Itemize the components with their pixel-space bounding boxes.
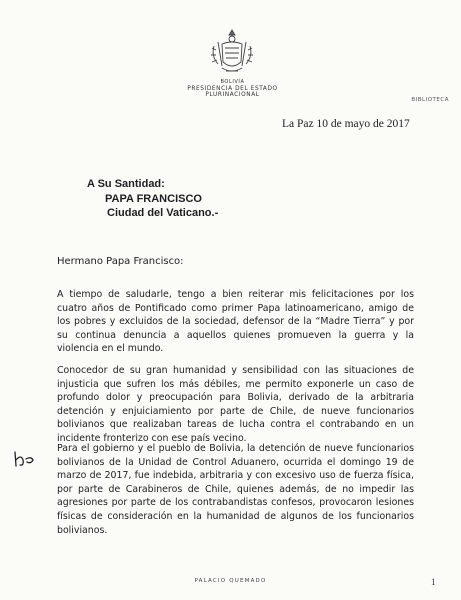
page-number: 1 — [431, 577, 436, 587]
recipient-line-1: A Su Santidad: — [87, 178, 165, 190]
paragraph-1: A tiempo de saludarle, tengo a bien reiterar mis felicitaciones por los cuatro años de Pontificado como primer Papa latinoamericano, amigo de los pobres y excluidos de la sociedad, defensor de la “Madre Tierra” y por su continua denuncia a aquellos quienes promueven la guerra y la violencia en el mundo. — [57, 289, 414, 355]
bolivia-coat-of-arms-icon — [208, 26, 256, 78]
footer-location: PALACIO QUEMADO — [194, 578, 267, 584]
recipient-line-2: PAPA FRANCISCO — [105, 193, 202, 205]
recipient-line-3: Ciudad del Vaticano.- — [107, 207, 219, 219]
office-name: PRESIDENCIA DEL ESTADO PLURINACIONAL — [187, 86, 278, 98]
reference-stamp: BIBLIOTECA — [411, 97, 449, 103]
paragraph-2: Conocedor de su gran humanidad y sensibilidad con las situaciones de injusticia que sufren los más débiles, me permito exponerle un caso de profundo dolor y preocupación para Bolivia, derivado de la arbitraria detención y enjuiciamiento por parte de Chile, de nueve funcionarios bolivianos que realizaban tareas de lucha contra el contrabando en un incidente fronterizo con ese país vecino. — [57, 365, 414, 444]
handwritten-initial-mark — [11, 448, 39, 470]
country-name: BOLIVIA — [220, 79, 245, 85]
salutation: Hermano Papa Francisco: — [57, 256, 184, 267]
letter-date: La Paz 10 de mayo de 2017 — [282, 118, 410, 130]
paragraph-3: Para el gobierno y el pueblo de Bolivia, la detención de nueve funcionarios bolivianos de la Unidad de Control Aduanero, ocurrida el domingo 19 de marzo de 2017, fue indebida, arbitraria y con excesivo uso de fuerza física, por parte de Carabineros de Chile, quienes además, de no impedir las agresiones por parte de los contrabandistas confesos, provocaron lesiones físicas de consideración en la humanidad de algunos de los funcionarios bolivianos. — [57, 443, 414, 536]
